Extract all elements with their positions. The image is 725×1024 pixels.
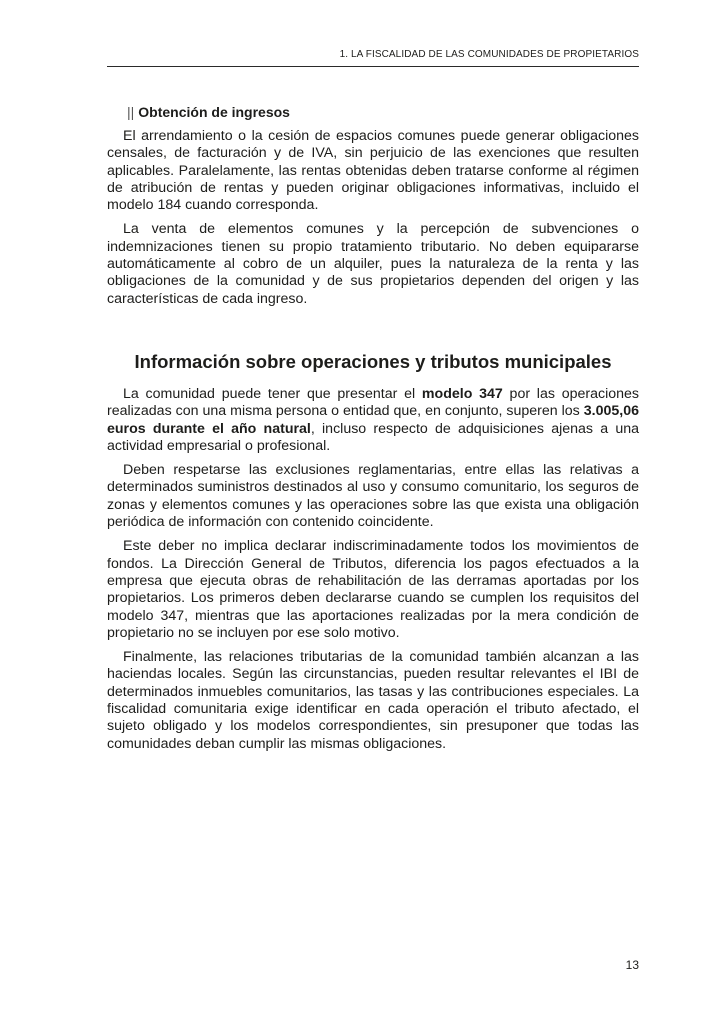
running-header [107, 49, 639, 67]
paragraph: La venta de elementos comunes y la percepción de subvenciones o indemnizaciones tienen su propio tratamiento tributario. No deben equipararse automáticamente al cobro de un alquiler, pues la naturaleza de la renta y las obligaciones de la comunidad y de sus propietarios dependen del origen y las características de cada ingreso. [107, 221, 639, 307]
paragraph: El arrendamiento o la cesión de espacios comunes puede generar obligaciones censales, de facturación y de IVA, sin perjuicio de las exenciones que resulten aplicables. Paralelamente, las rentas obtenidas deben tratarse conforme al régimen de atribución de rentas y pueden originar obligaciones informativas, incluido el modelo 184 cuando corresponda. [107, 128, 639, 214]
paragraph: Este deber no implica declarar indiscriminadamente todos los movimientos de fondos. La Dirección General de Tributos, diferencia los pagos efectuados a la empresa que ejecuta obras de rehabilitación de las derramas aportadas por los propietarios. Los primeros deben declararse cuando se cumplen los requisitos del modelo 347, mientras que las aportaciones realizadas por la mera condición de propietario no se incluyen por ese solo motivo. [107, 538, 639, 641]
emphasis-modelo: modelo 347 [421, 385, 503, 402]
paragraph: Finalmente, las relaciones tributarias de la comunidad también alcanzan a las haciendas locales. Según las circunstancias, pueden resultar relevantes el IBI de determinados inmuebles comunitarios, las tasas y las contribuciones especiales. La fiscalidad comunitaria exige identificar en cada operación el tributo afectado, el sujeto obligado y los modelos correspondientes, sin presuponer que todas las comunidades deban cumplir las mismas obligaciones. [107, 649, 639, 752]
section-heading-operaciones: Información sobre operaciones y tributos municipales [134, 350, 612, 372]
section-title: Obtención de ingresos [138, 104, 290, 120]
heading-marker: || [127, 104, 135, 120]
page-content [107, 102, 639, 760]
paragraph-modelo-347 [107, 386, 639, 455]
running-title: 1. LA FISCALIDAD DE LAS COMUNIDADES DE PROPIETARIOS [339, 49, 639, 60]
text-run: La comunidad puede tener que presentar el [123, 385, 422, 402]
section-heading-ingresos [127, 102, 639, 122]
page-number: 13 [625, 958, 639, 972]
text-run: por las operaciones realizadas con una misma persona o entidad que, en conjunto, superen los [107, 385, 639, 420]
text-run: , incluso respecto de adquisiciones ajenas a una actividad empresarial o profesional. [107, 420, 639, 454]
emphasis-threshold: 3.005,06 euros durante el año natural [107, 403, 639, 437]
paragraph: Deben respetarse las exclusiones reglamentarias, entre ellas las relativas a determinados suministros destinados al uso y consumo comunitario, los seguros de zonas y elementos comunes y las operaciones sobre las que exista una obligación periódica de información con contenido coincidente. [107, 462, 639, 531]
